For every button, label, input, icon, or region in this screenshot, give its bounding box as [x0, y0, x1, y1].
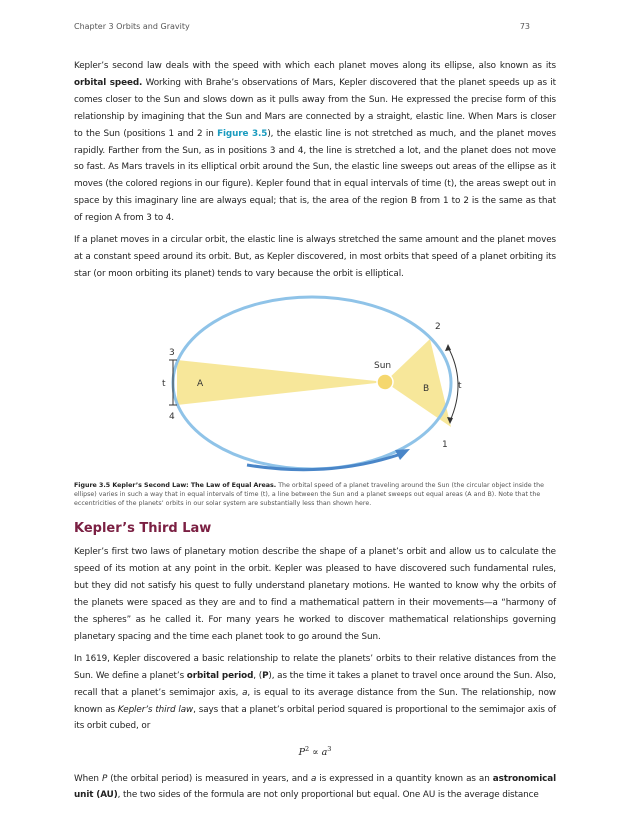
kepler-formula [74, 745, 556, 758]
swept-area-a [177, 360, 385, 405]
label-sun: Sun [374, 360, 392, 371]
arrow-head [395, 449, 410, 460]
page-number: 73 [519, 22, 530, 31]
symbol-a: a [242, 687, 248, 698]
paragraph-orbital-period: In 1619, Kepler discovered a basic relationship to relate the planets’ orbits to their relative distances from the Sun. We define a planet’s orbital period, (P), as the time it takes a planet to travel once around the Sun. Also, recall that a planet’s semimajor axis, a, is equal to its average distance from the Sun. The relationship, now known as Kepler’s third law, says that a planet’s orbital period squared is proportional to the semimajor axis of its orbit cubed, or [74, 653, 556, 732]
figure-3-5 [74, 295, 556, 509]
figure-3-5-link[interactable]: Figure 3.5 [217, 128, 268, 139]
term-orbital-speed: orbital speed. [74, 77, 143, 88]
paragraph-third-law-intro: Kepler’s first two laws of planetary motion describe the shape of a planet’s orbit and allow us to calculate the speed of its motion at any point in the orbit. Kepler was pleased to have discovered such fundamental rules, but they did not satisfy his quest to fully understand planetary motions. He wanted to know why the orbits of the planets were spaced as they are and to find a mathematical pattern in their movements—a “harmony of the spheres” as he called it. For many years he worked to discover mathematical relationships governing planetary spacing and the time each planet took to go around the Sun. [74, 547, 556, 642]
section-heading: Kepler’s Third Law [74, 521, 212, 537]
running-header [74, 22, 530, 32]
symbol-a-italic: a [311, 773, 317, 784]
term-astronomical-unit: astronomical unit (AU) [74, 773, 556, 801]
paragraph-second-law: Kepler’s second law deals with the speed with which each planet moves along its ellipse, also known as its orbital speed. Working with Brahe’s observations of Mars, Kepler discovered that the planet speeds up as it comes closer to the Sun and slows down as it pulls away from the Sun. He expressed the precise form of this relationship by imagining that the Sun and Mars are connected by a straight, elastic line. When Mars is closer to the Sun (positions 1 and 2 in Figure 3.5), the elastic line is not stretched as much, and the planet moves rapidly. Farther from the Sun, as in positions 3 and 4, the line is stretched a lot, and the planet does not move so fast. As Mars travels in its elliptical orbit around the Sun, the elastic line sweeps out areas of the ellipse as it moves (the colored regions in our figure). Kepler found that in equal intervals of time (t), the areas swept out in space by this imaginary line are always equal; that is, the area of the region B from 1 to 2 is the same as that of region A from 3 to 4. [74, 61, 556, 224]
symbol-p: P [262, 670, 269, 681]
paragraph-astronomical-unit: When P (the orbital period) is measured in years, and a is expressed in a quantity known as an astronomical unit (AU), the two sides of the formula are not only proportional but equal. One AU is the average distance [74, 773, 556, 801]
arc-arrowhead-top [445, 344, 451, 351]
label-position-2: 2 [435, 321, 441, 332]
formula-lhs-exponent: 2 [304, 745, 310, 754]
formula-lhs: P [298, 747, 305, 759]
figure-caption [74, 481, 556, 509]
term-orbital-period: orbital period [186, 670, 254, 681]
formula-rhs: a [321, 747, 328, 759]
label-t-right: t [458, 380, 462, 391]
caption-label: Figure 3.5 Kepler’s Second Law: The Law of Equal Areas. [74, 481, 277, 489]
label-region-a: A [197, 378, 204, 389]
label-position-3: 3 [169, 347, 175, 358]
label-position-1: 1 [442, 439, 448, 450]
caption-text: The orbital speed of a planet traveling around the Sun (the circular object inside the ellipse) varies in such a way that in equal intervals of time (t), a line between the Sun and a planet sweeps out equal areas (A and B). Note that the eccentricities of the planets’ orbits in our solar system are substantially less than shown here. [74, 481, 545, 508]
chapter-title: Chapter 3 Orbits and Gravity [74, 22, 190, 31]
symbol-p-italic: P [101, 773, 108, 784]
formula-rhs-exponent: 3 [327, 745, 332, 754]
page-content [74, 58, 556, 809]
label-t-left: t [162, 378, 166, 389]
paragraph-circular-orbit: If a planet moves in a circular orbit, the elastic line is always stretched the same amount and the planet moves at a constant speed around its orbit. But, as Kepler discovered, in most orbits that speed of a planet orbiting its star (or moon orbiting its planet) tends to vary because the orbit is elliptical. [74, 235, 556, 279]
sun [377, 374, 393, 390]
label-position-4: 4 [169, 411, 175, 422]
formula-relation: ∝ [309, 747, 322, 759]
label-region-b: B [423, 383, 430, 394]
equal-areas-diagram [162, 295, 474, 475]
term-third-law: Kepler’s third law [117, 704, 194, 715]
